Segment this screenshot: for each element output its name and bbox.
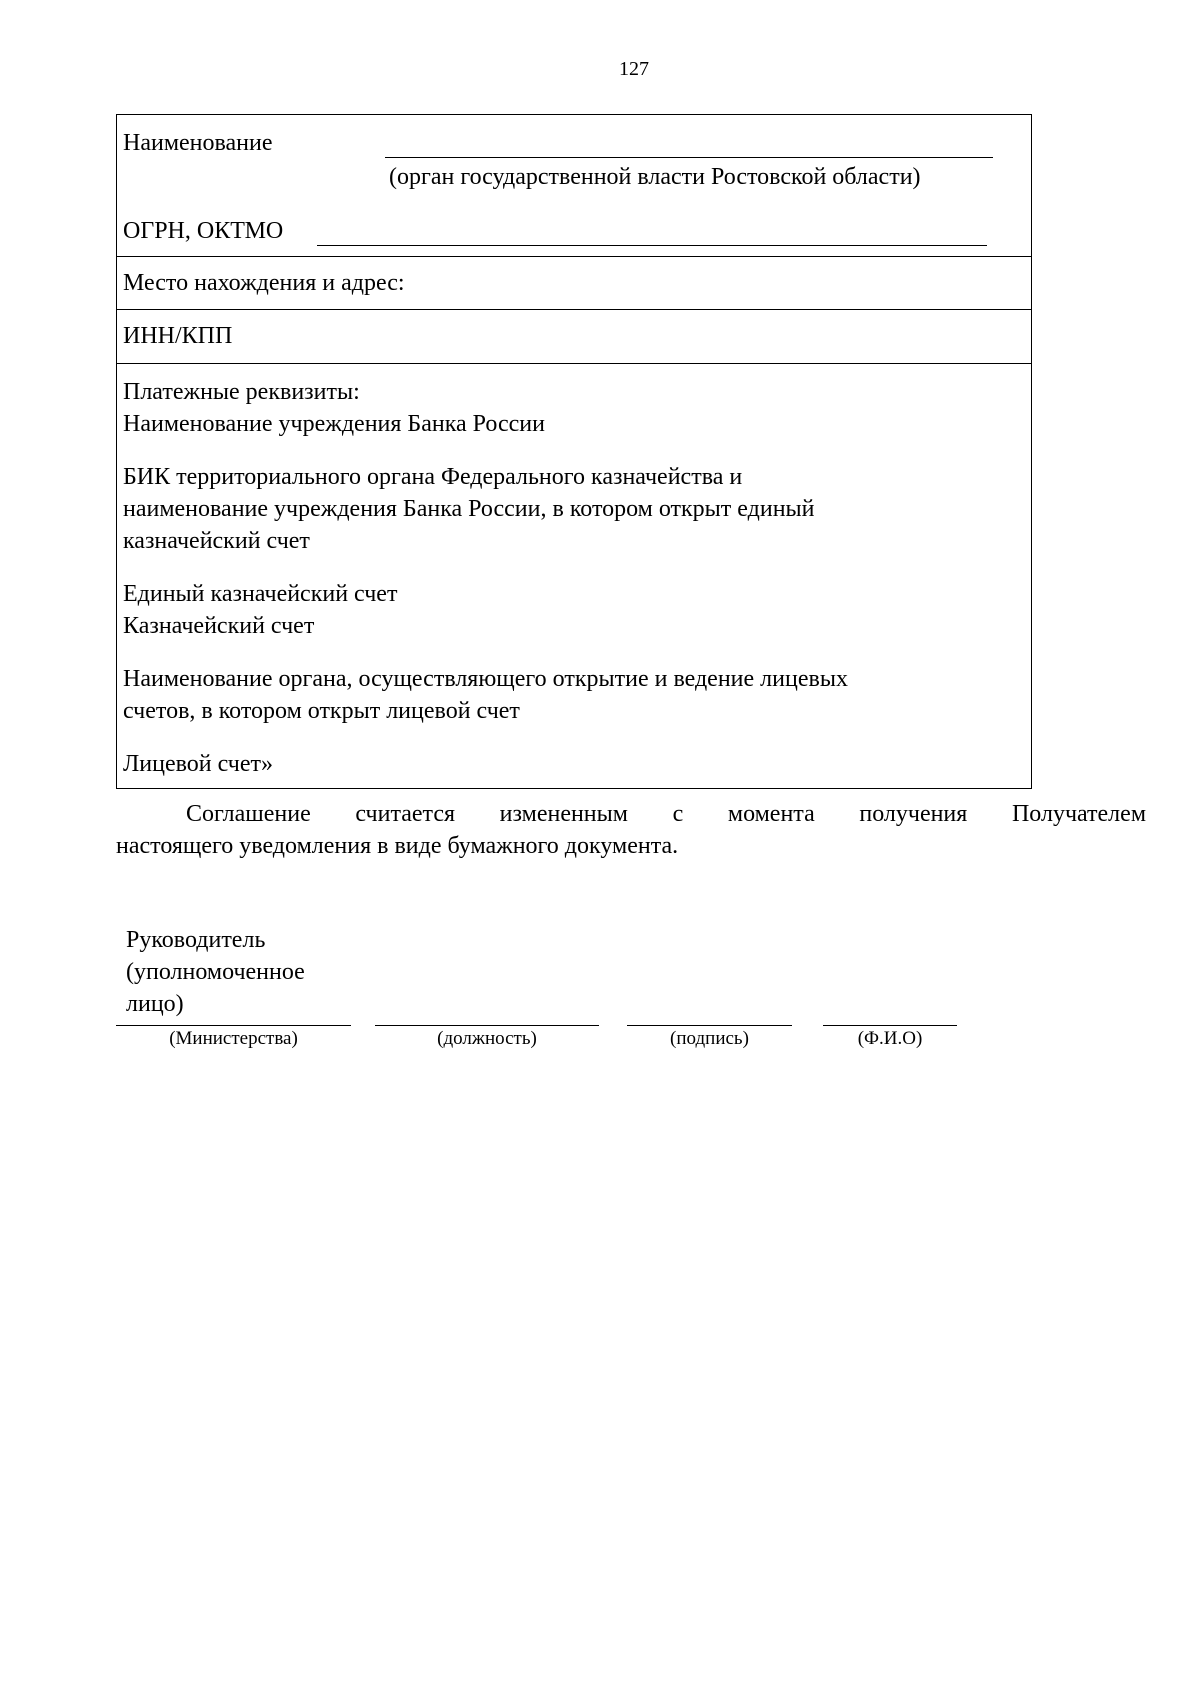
unified-treasury-account-label: Единый казначейский счет (123, 581, 398, 607)
inn-kpp-label: ИНН/КПП (123, 323, 233, 349)
page-number: 127 (619, 58, 649, 80)
bank-name-label: Наименование учреждения Банка России (123, 411, 545, 437)
bik-label-line3: казначейский счет (123, 528, 310, 554)
payment-block-authority (123, 663, 1025, 727)
ministry-line (116, 1025, 351, 1026)
treasury-account-label: Казначейский счет (123, 613, 315, 639)
notice-line-1: Соглашение считается измененным с момента получения Получателем (186, 801, 1146, 827)
authority-label-line2: счетов, в котором открыт лицевой счет (123, 698, 520, 724)
name-label: Наименование (123, 130, 273, 156)
personal-account-label: Лицевой счет» (123, 751, 274, 777)
signatory-title-line1: Руководитель (126, 927, 266, 953)
signatory-title (126, 924, 305, 1020)
bik-label-line1: БИК территориального органа Федерального казначейства и (123, 464, 743, 490)
payment-block-bank (123, 376, 1025, 440)
payment-block-accounts (123, 578, 1025, 642)
signature-line (627, 1025, 792, 1026)
notice-line-2: настоящего уведомления в виде бумажного документа. (116, 833, 679, 859)
bik-label-line2: наименование учреждения Банка России, в котором открыт единый (123, 496, 815, 522)
ogrn-blank-line (317, 245, 987, 246)
payment-details-heading: Платежные реквизиты: (123, 379, 360, 405)
payment-block-personal (123, 748, 1025, 780)
position-caption: (должность) (437, 1028, 537, 1049)
name-row (117, 115, 1031, 256)
address-label: Место нахождения и адрес: (123, 270, 405, 296)
ogrn-oktmo-label: ОГРН, ОКТМО (123, 218, 284, 244)
inn-kpp-row (117, 309, 1031, 363)
authority-label-line1: Наименование органа, осуществляющего открытие и ведение лицевых (123, 666, 848, 692)
payment-details-row (117, 363, 1031, 788)
position-line (375, 1025, 599, 1026)
name-hint: (орган государственной власти Ростовской области) (389, 164, 921, 190)
notice-paragraph (116, 798, 1146, 862)
fio-line (823, 1025, 957, 1026)
signature-caption: (подпись) (670, 1028, 749, 1049)
ministry-caption: (Министерства) (169, 1028, 298, 1049)
requisites-table (116, 114, 1032, 789)
signatory-title-line2: (уполномоченное (126, 959, 305, 985)
name-blank-line (385, 157, 993, 158)
payment-block-bik (123, 461, 1025, 557)
address-row (117, 256, 1031, 309)
fio-caption: (Ф.И.О) (857, 1028, 923, 1049)
signatory-title-line3: лицо) (126, 991, 184, 1017)
